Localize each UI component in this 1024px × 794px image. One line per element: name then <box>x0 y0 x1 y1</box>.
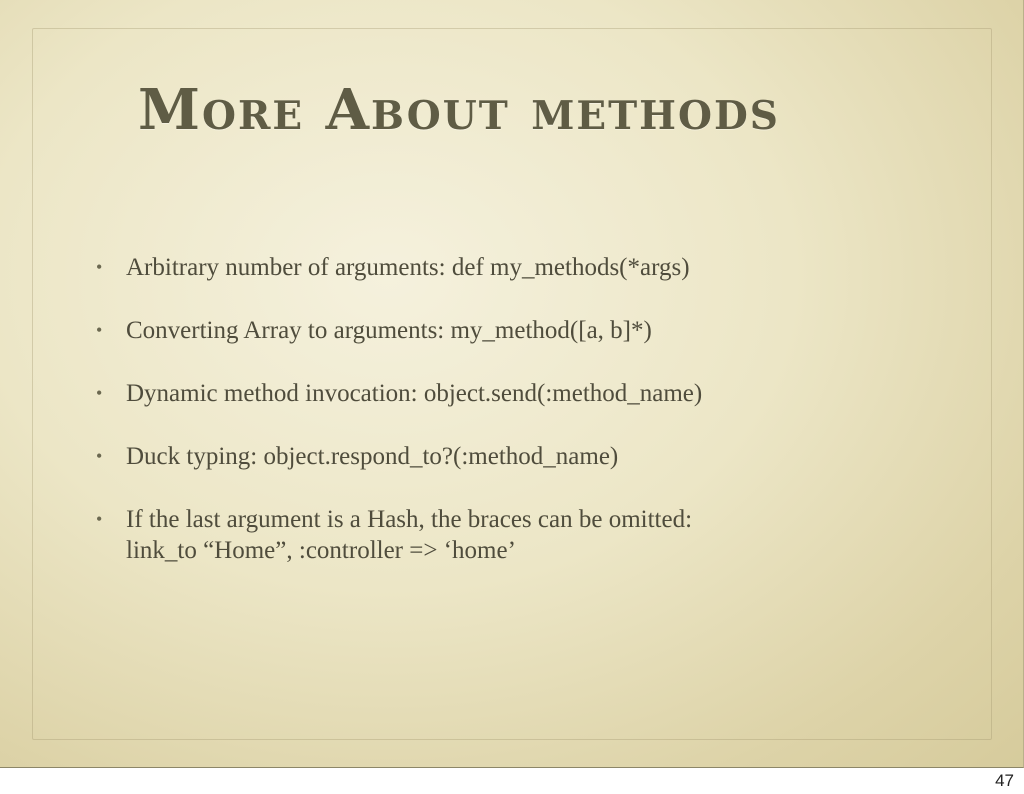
bullet-text: Arbitrary number of arguments: def my_methods(*args) <box>126 254 690 281</box>
page-number: 47 <box>995 771 1014 790</box>
bullet-dot-icon: • <box>96 383 103 403</box>
bullet-dot-icon: • <box>96 509 103 529</box>
bullet-dot-icon: • <box>96 446 103 466</box>
bullet-text: Converting Array to arguments: my_method([a, b]*) <box>126 317 652 344</box>
bullet-text-continuation: link_to “Home”, :controller => ‘home’ <box>126 537 516 564</box>
bullet-item <box>96 504 956 566</box>
bullet-text: Duck typing: object.respond_to?(:method_name) <box>126 443 619 470</box>
bullet-item <box>96 378 956 409</box>
bullet-dot-icon: • <box>96 257 103 277</box>
bullet-text: Dynamic method invocation: object.send(:method_name) <box>126 380 703 407</box>
footer-bar <box>0 768 1024 794</box>
bullet-item <box>96 315 956 346</box>
bullet-text: If the last argument is a Hash, the braces can be omitted: <box>126 506 693 533</box>
bullet-item <box>96 252 956 283</box>
bullet-dot-icon: • <box>96 320 103 340</box>
slide-title: More About methods <box>138 77 780 143</box>
bullet-item <box>96 441 956 472</box>
bullet-list <box>96 252 956 598</box>
